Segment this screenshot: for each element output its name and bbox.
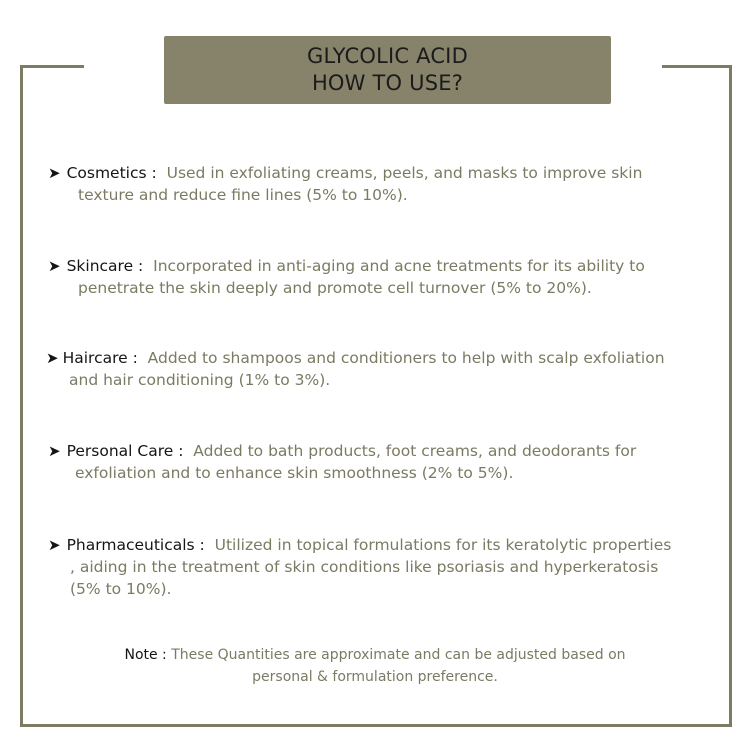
list-item-pharmaceuticals: [48, 534, 671, 600]
item-description-cont: and hair conditioning (1% to 3%).: [69, 371, 331, 389]
arrowhead-right-icon: ➤: [48, 257, 61, 275]
list-item-haircare: [46, 347, 665, 391]
note-text: These Quantities are approximate and can be adjusted based on: [171, 647, 626, 663]
title-line-1: GLYCOLIC ACID: [307, 44, 468, 68]
item-description: Utilized in topical formulations for its keratolytic properties: [214, 536, 672, 554]
item-description-cont: exfoliation and to enhance skin smoothness (2% to 5%).: [75, 464, 514, 482]
item-description-cont: texture and reduce fine lines (5% to 10%).: [78, 186, 408, 204]
item-label: Personal Care :: [66, 442, 184, 460]
item-description-cont: , aiding in the treatment of skin conditions like psoriasis and hyperkeratosis: [70, 558, 659, 576]
arrowhead-right-icon: ➤: [48, 536, 61, 554]
note-text-cont: personal & formulation preference.: [252, 669, 498, 685]
item-description: Added to shampoos and conditioners to help with scalp exfoliation: [147, 349, 665, 367]
item-label: Skincare :: [66, 257, 144, 275]
note: [0, 644, 750, 688]
item-label: Pharmaceuticals :: [66, 536, 205, 554]
item-description-cont: (5% to 10%).: [70, 580, 172, 598]
list-item-personal-care: [48, 440, 636, 484]
arrowhead-right-icon: ➤: [48, 164, 61, 182]
list-item-skincare: [48, 255, 645, 299]
title-line-2: HOW TO USE?: [311, 71, 464, 95]
item-description: Used in exfoliating creams, peels, and masks to improve skin: [166, 164, 643, 182]
arrowhead-right-icon: ➤: [48, 442, 61, 460]
item-label: Cosmetics :: [66, 164, 157, 182]
list-item-cosmetics: [48, 162, 642, 206]
item-description: Incorporated in anti-aging and acne treatments for its ability to: [153, 257, 645, 275]
note-label: Note :: [124, 647, 167, 663]
title-banner: [164, 36, 611, 104]
arrowhead-right-icon: ➤: [46, 349, 59, 367]
item-description-cont: penetrate the skin deeply and promote cell turnover (5% to 20%).: [78, 279, 592, 297]
item-description: Added to bath products, foot creams, and deodorants for: [193, 442, 637, 460]
item-label: Haircare :: [62, 349, 138, 367]
